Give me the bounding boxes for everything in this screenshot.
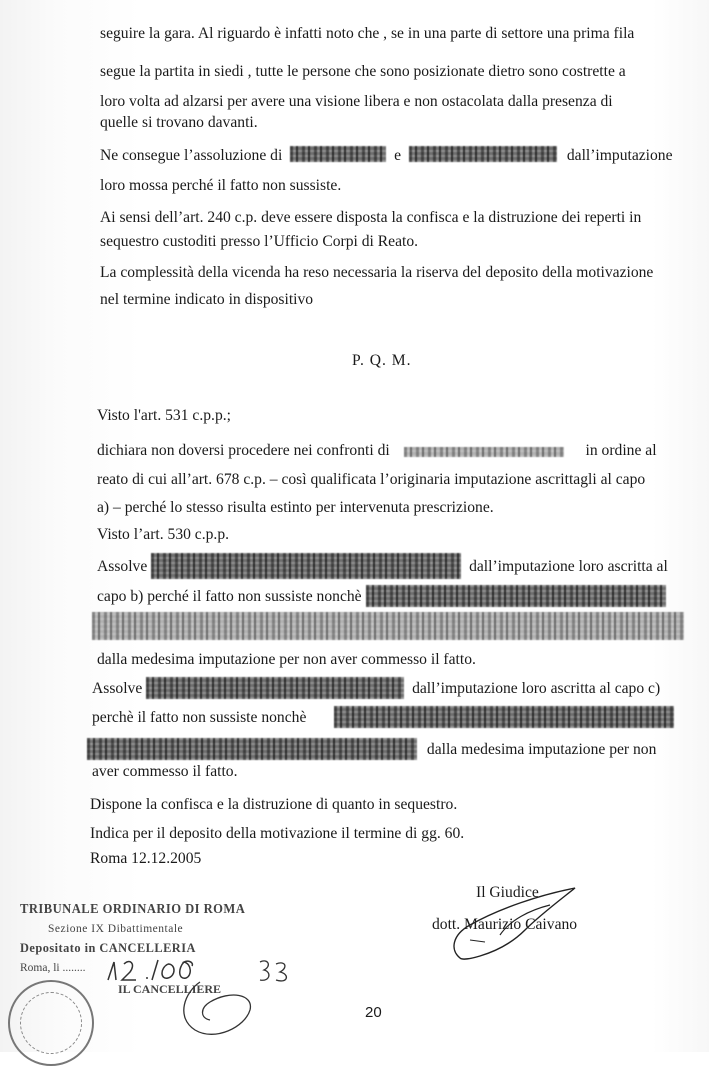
text-line: a) – perché lo stesso risulta estinto per intervenuta prescrizione. [97, 499, 494, 516]
text-line: quelle si trovano davanti. [100, 114, 258, 131]
text-line: seguire la gara. Al riguardo è infatti noto che , se in una parte di settore una prima fila [100, 25, 635, 42]
text-line [92, 677, 660, 699]
redaction-block [409, 146, 557, 162]
text-line: Roma 12.12.2005 [90, 850, 202, 867]
stamp-line: Depositato in CANCELLERIA [20, 940, 196, 955]
redaction-block [146, 677, 404, 699]
text-line: Visto l'art. 531 c.p.p.; [97, 407, 231, 424]
text-line: reato di cui all’art. 678 c.p. – così qualificata l’originaria imputazione ascrittagli al capo [97, 471, 646, 488]
text-line [97, 553, 668, 579]
page-number: 20 [365, 1004, 382, 1021]
text-segment: Assolve [92, 680, 143, 697]
handwritten-scribble [170, 972, 260, 1042]
text-segment: dalla medesima imputazione per non [426, 741, 657, 758]
text-line [100, 146, 673, 166]
section-heading: P. Q. M. [352, 352, 412, 369]
stamp-line: IL CANCELLIERE [118, 982, 222, 996]
text-line: nel termine indicato in dispositivo [100, 291, 314, 308]
text-segment: dall’imputazione loro ascritta al capo c) [412, 680, 661, 697]
text-line: loro volta ad alzarsi per avere una visione libera e non ostacolata dalla presenza di [100, 93, 613, 110]
text-segment: capo b) perché il fatto non sussiste nonchè [97, 588, 362, 605]
signature-name: dott. Maurizio Caivano [432, 916, 578, 933]
stamp-line: Roma, li ........ [20, 962, 86, 974]
redaction-block [92, 612, 684, 640]
text-segment: dichiara non doversi procedere nei confronti di [97, 442, 390, 459]
text-line: Indica per il deposito della motivazione il termine di gg. 60. [90, 825, 465, 842]
text-segment: perchè il fatto non sussiste nonchè [92, 709, 307, 726]
text-segment: Ne consegue l’assoluzione di [100, 147, 283, 164]
text-line: segue la partita in siedi , tutte le persone che sono posizionate dietro sono costrette a [100, 63, 626, 80]
redaction-block [366, 585, 666, 607]
text-line [92, 706, 674, 728]
text-line: sequestro custoditi presso l’Ufficio Corpi di Reato. [100, 233, 419, 250]
signature-role: Il Giudice [476, 884, 539, 901]
text-segment: e [394, 147, 402, 164]
text-segment: in ordine al [585, 442, 657, 459]
text-line: Dispone la confisca e la distruzione di quanto in sequestro. [90, 796, 458, 813]
redaction-block [151, 553, 461, 579]
stamp-line: TRIBUNALE ORDINARIO DI ROMA [20, 902, 246, 917]
redaction-block [404, 447, 564, 457]
stamp-line: Sezione IX Dibattimentale [48, 923, 184, 935]
text-line: aver commesso il fatto. [92, 763, 238, 780]
handwritten-signature [440, 880, 600, 970]
text-line: loro mossa perché il fatto non sussiste. [100, 177, 342, 194]
redaction-block [290, 146, 386, 162]
official-seal-icon [8, 980, 94, 1066]
text-segment: dall’imputazione [566, 147, 673, 164]
text-line: Visto l’art. 530 c.p.p. [97, 526, 230, 543]
text-line: dalla medesima imputazione per non aver commesso il fatto. [97, 651, 476, 668]
text-line [97, 585, 666, 607]
text-line: La complessità della vicenda ha reso necessaria la riserva del deposito della motivazione [100, 264, 654, 281]
text-line [97, 441, 657, 461]
redaction-block [87, 738, 417, 760]
text-segment: dall’imputazione loro ascritta al [469, 558, 668, 575]
text-line: Ai sensi dell’art. 240 c.p. deve essere disposta la confisca e la distruzione dei reperti in [100, 209, 642, 226]
text-segment: Assolve [97, 558, 148, 575]
redaction-block [334, 706, 674, 728]
text-line [87, 738, 656, 760]
